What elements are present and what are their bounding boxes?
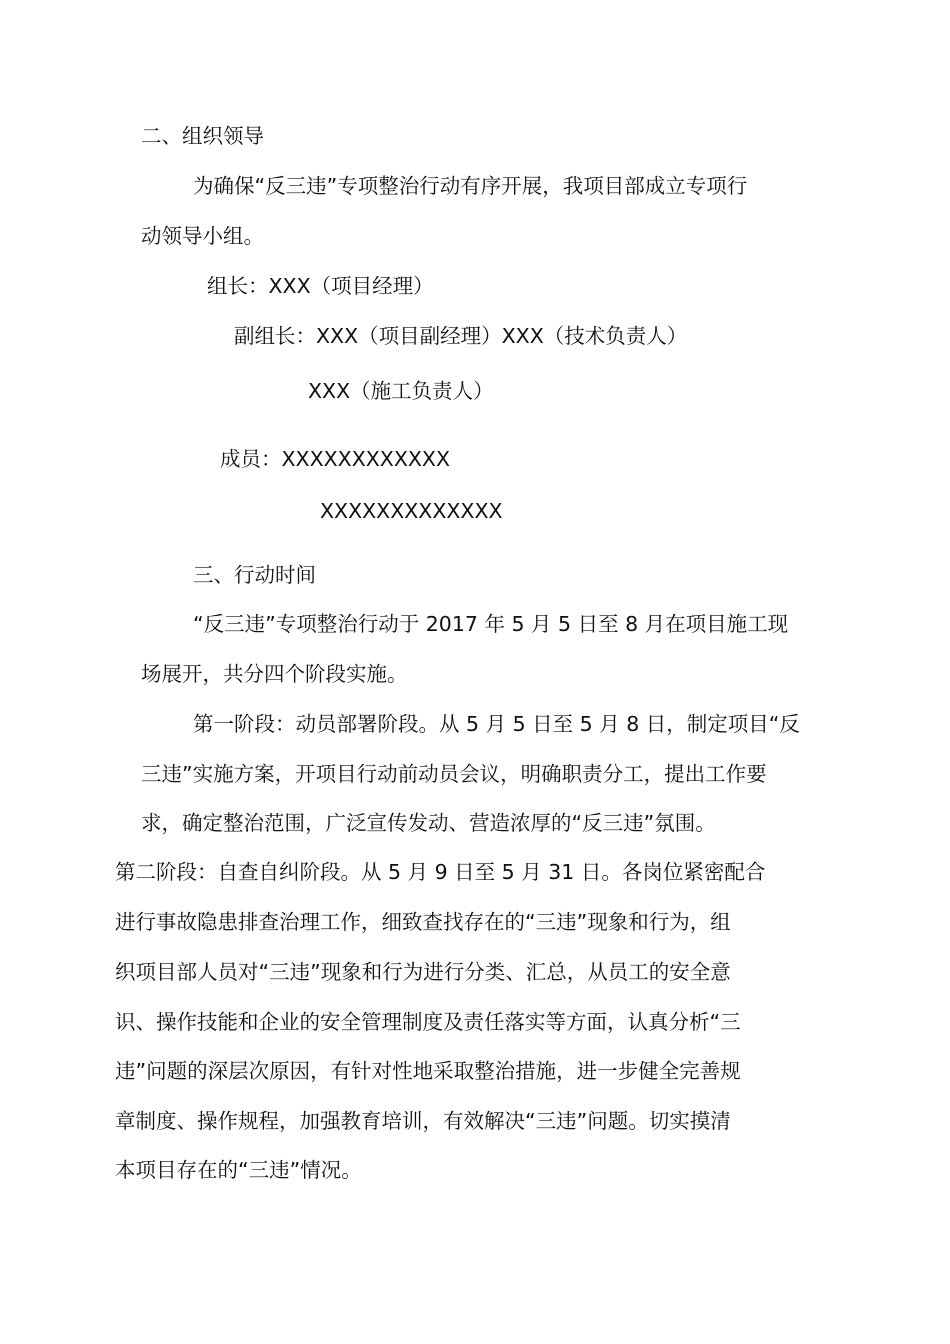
stage-two-line-7: 本项目存在的“三违”情况。	[115, 1158, 362, 1182]
stage-one-line-2: 三违”实施方案，开项目行动前动员会议，明确职责分工，提出工作要	[141, 762, 767, 786]
stage-one-line-3: 求，确定整治范围，广泛宣传发动、营造浓厚的“反三违”氛围。	[141, 811, 716, 835]
paragraph-action-time-line-2: 场展开，共分四个阶段实施。	[141, 662, 408, 686]
stage-two-line-2: 进行事故隐患排查治理工作，细致查找存在的“三违”现象和行为，组	[115, 910, 731, 934]
stage-two-line-1: 第二阶段：自查自纠阶段。从 5 月 9 日至 5 月 31 日。各岗位紧密配合	[115, 860, 766, 884]
stage-two-line-3: 织项目部人员对“三违”现象和行为进行分类、汇总，从员工的安全意	[115, 960, 731, 984]
stage-one-line-1: 第一阶段：动员部署阶段。从 5 月 5 日至 5 月 8 日，制定项目“反	[193, 712, 800, 736]
deputy-leader-line-2: XXX（施工负责人）	[308, 379, 494, 403]
section-heading-action-time: 三、行动时间	[193, 563, 316, 587]
stage-two-line-5: 违”问题的深层次原因，有针对性地采取整治措施，进一步健全完善规	[115, 1059, 741, 1083]
paragraph-action-time-line-1: “反三违”专项整治行动于 2017 年 5 月 5 日至 8 月在项目施工现	[193, 612, 789, 636]
members-line-1: 成员：XXXXXXXXXXXX	[220, 447, 451, 471]
team-leader-line: 组长：XXX（项目经理）	[207, 274, 434, 298]
paragraph-organization-line-2: 动领导小组。	[141, 224, 264, 248]
members-line-2: XXXXXXXXXXXXX	[320, 499, 503, 523]
stage-two-line-6: 章制度、操作规程，加强教育培训，有效解决“三违”问题。切实摸清	[115, 1109, 731, 1133]
paragraph-organization-line-1: 为确保“反三违”专项整治行动有序开展，我项目部成立专项行	[193, 174, 748, 198]
stage-two-line-4: 识、操作技能和企业的安全管理制度及责任落实等方面，认真分析“三	[115, 1010, 741, 1034]
deputy-leader-line-1: 副组长：XXX（项目副经理）XXX（技术负责人）	[234, 324, 688, 348]
section-heading-organization: 二、组织领导	[141, 124, 264, 148]
